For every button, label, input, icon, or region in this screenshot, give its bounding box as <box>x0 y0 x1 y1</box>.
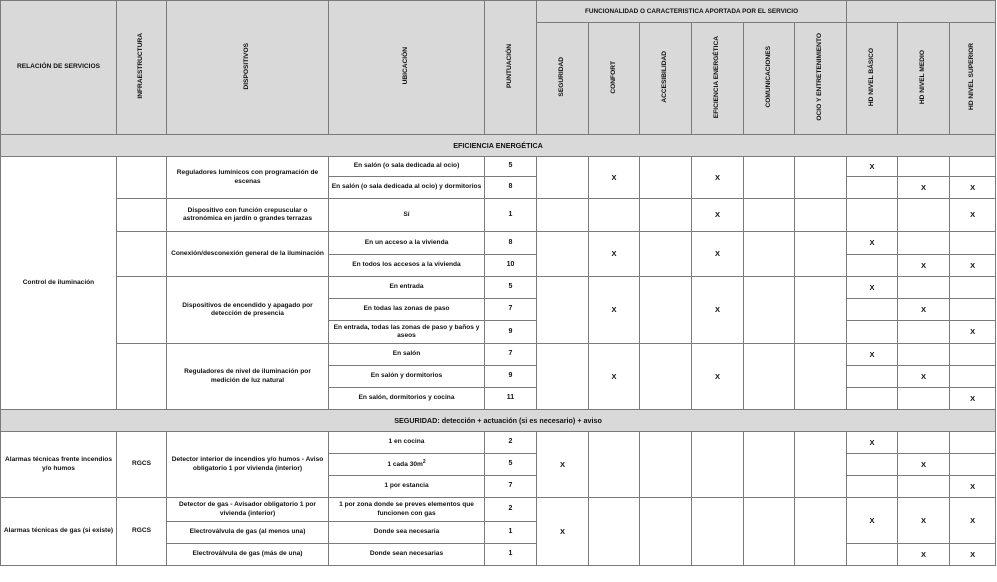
accesibilidad-cell <box>640 432 692 498</box>
accesibilidad-cell <box>640 498 692 566</box>
score-r11: 11 <box>485 388 537 410</box>
device-d2: Dispositivo con función crepuscular o astronómica en jardín o grandes terrazas <box>167 199 329 232</box>
comunicaciones-cell <box>744 277 795 344</box>
accesibilidad-cell <box>640 232 692 277</box>
ocio-cell <box>795 157 847 199</box>
infra-rgcs: RGCS <box>117 432 167 498</box>
header-comunicaciones-label: COMUNICACIONES <box>764 46 772 108</box>
hd-medio-mark: X <box>898 544 950 566</box>
header-hd-medio-label: HD NIVEL MEDIO <box>919 49 927 104</box>
seguridad-cell <box>537 232 589 277</box>
comunicaciones-cell <box>744 199 795 232</box>
location-r17: Donde sean necesarias <box>329 544 485 566</box>
location-r10: En salón y dormitorios <box>329 366 485 388</box>
hd-medio-cell <box>898 277 950 299</box>
hd-superior-mark: X <box>950 177 996 199</box>
header-infraestructura-label: INFRAESTRUCTURA <box>137 33 145 99</box>
score-r13: 5 <box>485 454 537 476</box>
hd-superior-cell <box>950 299 996 321</box>
header-ocio-label: OCIO Y ENTRETENIMIENTO <box>816 33 824 121</box>
hd-superior-cell <box>950 366 996 388</box>
hd-medio-mark: X <box>898 454 950 476</box>
hd-basico-mark: X <box>847 277 898 299</box>
hd-medio-cell <box>898 344 950 366</box>
hd-basico-cell <box>847 199 898 232</box>
hd-superior-cell <box>950 432 996 454</box>
location-r13-superscript: 2 <box>422 459 426 466</box>
seguridad-mark: X <box>537 432 589 498</box>
score-r17: 1 <box>485 544 537 566</box>
header-eficiencia <box>692 23 744 135</box>
ocio-cell <box>795 498 847 566</box>
hd-medio-mark: X <box>898 366 950 388</box>
header-hd-superior <box>950 23 996 135</box>
ocio-cell <box>795 277 847 344</box>
hd-basico-cell <box>847 321 898 344</box>
eficiencia-mark: X <box>692 199 744 232</box>
eficiencia-mark: X <box>692 232 744 277</box>
hd-superior-mark: X <box>950 255 996 277</box>
hd-superior-cell <box>950 277 996 299</box>
location-r13 <box>329 454 485 476</box>
header-eficiencia-label: EFICIENCIA ENERGÉTICA <box>713 35 721 118</box>
hd-medio-cell <box>898 199 950 232</box>
header-seguridad-label: SEGURIDAD <box>558 57 566 97</box>
hd-medio-cell <box>898 157 950 177</box>
confort-cell <box>589 498 640 566</box>
hd-basico-cell <box>847 299 898 321</box>
device-d7: Detector de gas - Avisador obligatorio 1 por vivienda (interior) <box>167 498 329 522</box>
location-r11: En salón, dormitorios y cocina <box>329 388 485 410</box>
hd-medio-cell <box>898 388 950 410</box>
confort-mark: X <box>589 232 640 277</box>
score-r2: 8 <box>485 177 537 199</box>
infra-cell <box>117 344 167 410</box>
seguridad-cell <box>537 157 589 199</box>
eficiencia-mark: X <box>692 157 744 199</box>
hd-superior-cell <box>950 344 996 366</box>
location-r16: Donde sea necesaria <box>329 522 485 544</box>
infra-cell <box>117 232 167 277</box>
ocio-cell <box>795 232 847 277</box>
seguridad-cell <box>537 344 589 410</box>
device-d6: Detector interior de incendios y/o humos - Aviso obligatorio 1 por vivienda (interior) <box>167 432 329 498</box>
header-ubicacion <box>329 1 485 135</box>
score-r14: 7 <box>485 476 537 498</box>
device-d5: Reguladores de nivel de iluminación por medición de luz natural <box>167 344 329 410</box>
comunicaciones-cell <box>744 344 795 410</box>
hd-superior-mark: X <box>950 476 996 498</box>
header-hd-superior-label: HD NIVEL SUPERIOR <box>968 43 976 111</box>
location-r1: En salón (o sala dedicada al ocio) <box>329 157 485 177</box>
device-d9: Electroválvula de gas (más de una) <box>167 544 329 566</box>
hd-medio-cell <box>898 232 950 255</box>
header-accesibilidad-label: ACCESIBILIDAD <box>661 51 669 103</box>
header-hd-basico <box>847 23 898 135</box>
score-r1: 5 <box>485 157 537 177</box>
score-r7: 7 <box>485 299 537 321</box>
seguridad-cell <box>537 199 589 232</box>
hd-basico-cell <box>847 177 898 199</box>
section-seguridad: SEGURIDAD: detección + actuación (si es necesario) + aviso <box>1 410 996 432</box>
hd-superior-cell <box>950 232 996 255</box>
hd-basico-mark: X <box>847 157 898 177</box>
hd-basico-mark: X <box>847 498 898 544</box>
score-r3: 1 <box>485 199 537 232</box>
location-r12: 1 en cocina <box>329 432 485 454</box>
seguridad-cell <box>537 277 589 344</box>
ocio-cell <box>795 344 847 410</box>
ocio-cell <box>795 432 847 498</box>
seguridad-mark: X <box>537 498 589 566</box>
header-puntuacion-label: PUNTUACIÓN <box>506 43 514 88</box>
header-dispositivos <box>167 1 329 135</box>
device-d3: Conexión/desconexión general de la iluminación <box>167 232 329 277</box>
eficiencia-cell <box>692 498 744 566</box>
hd-medio-cell <box>898 476 950 498</box>
eficiencia-mark: X <box>692 277 744 344</box>
service-incendios: Alarmas técnicas frente incendios y/o humos <box>1 432 117 498</box>
location-r8: En entrada, todas las zonas de paso y baños y aseos <box>329 321 485 344</box>
service-gas: Alarmas técnicas de gas (si existe) <box>1 498 117 566</box>
location-r9: En salón <box>329 344 485 366</box>
score-r10: 9 <box>485 366 537 388</box>
hd-medio-mark: X <box>898 299 950 321</box>
score-r8: 9 <box>485 321 537 344</box>
location-r13-text: 1 cada 30m <box>387 461 423 469</box>
hd-medio-mark: X <box>898 177 950 199</box>
header-comunicaciones <box>744 23 795 135</box>
header-funcionalidad: FUNCIONALIDAD O CARACTERISTICA APORTADA POR EL SERVICIO <box>537 1 847 23</box>
header-confort <box>589 23 640 135</box>
header-ocio <box>795 23 847 135</box>
accesibilidad-cell <box>640 277 692 344</box>
confort-cell <box>589 199 640 232</box>
location-r3: Sí <box>329 199 485 232</box>
hd-superior-cell <box>950 454 996 476</box>
header-ubicacion-label: UBICACIÓN <box>402 47 410 85</box>
comunicaciones-cell <box>744 498 795 566</box>
hd-superior-mark: X <box>950 498 996 544</box>
location-r5: En todos los accesos a la vivienda <box>329 255 485 277</box>
infra-cell <box>117 199 167 232</box>
confort-mark: X <box>589 157 640 199</box>
section-eficiencia: EFICIENCIA ENERGÉTICA <box>1 135 996 157</box>
header-infraestructura <box>117 1 167 135</box>
infra-rgcs: RGCS <box>117 498 167 566</box>
infra-cell <box>117 157 167 199</box>
score-r5: 10 <box>485 255 537 277</box>
location-r4: En un acceso a la vivienda <box>329 232 485 255</box>
comunicaciones-cell <box>744 232 795 277</box>
header-dispositivos-label: DISPOSITIVOS <box>243 42 251 90</box>
score-r12: 2 <box>485 432 537 454</box>
header-relacion: RELACIÓN DE SERVICIOS <box>1 1 117 135</box>
hd-basico-cell <box>847 454 898 476</box>
hd-basico-cell <box>847 476 898 498</box>
location-r2: En salón (o sala dedicada al ocio) y dormitorios <box>329 177 485 199</box>
accesibilidad-cell <box>640 344 692 410</box>
hd-basico-cell <box>847 544 898 566</box>
header-hd-group <box>847 1 996 23</box>
hd-superior-mark: X <box>950 199 996 232</box>
hd-medio-mark: X <box>898 498 950 544</box>
eficiencia-cell <box>692 432 744 498</box>
location-r14: 1 por estancia <box>329 476 485 498</box>
header-accesibilidad <box>640 23 692 135</box>
location-r7: En todas las zonas de paso <box>329 299 485 321</box>
score-r9: 7 <box>485 344 537 366</box>
hd-superior-mark: X <box>950 388 996 410</box>
device-d8: Electroválvula de gas (al menos una) <box>167 522 329 544</box>
header-hd-medio <box>898 23 950 135</box>
eficiencia-mark: X <box>692 344 744 410</box>
score-r6: 5 <box>485 277 537 299</box>
confort-cell <box>589 432 640 498</box>
hd-superior-mark: X <box>950 544 996 566</box>
confort-mark: X <box>589 277 640 344</box>
infra-cell <box>117 277 167 344</box>
hd-superior-mark: X <box>950 321 996 344</box>
hd-basico-cell <box>847 388 898 410</box>
service-iluminacion: Control de iluminación <box>1 157 117 410</box>
hd-superior-cell <box>950 157 996 177</box>
header-confort-label: CONFORT <box>609 60 617 94</box>
hd-basico-mark: X <box>847 432 898 454</box>
header-seguridad <box>537 23 589 135</box>
header-hd-basico-label: HD NIVEL BÁSICO <box>867 47 875 106</box>
hd-medio-mark: X <box>898 255 950 277</box>
header-puntuacion <box>485 1 537 135</box>
accesibilidad-cell <box>640 199 692 232</box>
device-d1: Reguladores lumínicos con programación de escenas <box>167 157 329 199</box>
hd-basico-cell <box>847 366 898 388</box>
hd-basico-cell <box>847 255 898 277</box>
hd-basico-mark: X <box>847 344 898 366</box>
comunicaciones-cell <box>744 432 795 498</box>
hd-basico-mark: X <box>847 232 898 255</box>
location-r15: 1 por zona donde se preves elementos que funcionen con gas <box>329 498 485 522</box>
score-r16: 1 <box>485 522 537 544</box>
device-d4: Dispositivos de encendido y apagado por detección de presencia <box>167 277 329 344</box>
score-r15: 2 <box>485 498 537 522</box>
location-r6: En entrada <box>329 277 485 299</box>
confort-mark: X <box>589 344 640 410</box>
score-r4: 8 <box>485 232 537 255</box>
accesibilidad-cell <box>640 157 692 199</box>
hd-medio-cell <box>898 432 950 454</box>
ocio-cell <box>795 199 847 232</box>
comunicaciones-cell <box>744 157 795 199</box>
hd-medio-cell <box>898 321 950 344</box>
